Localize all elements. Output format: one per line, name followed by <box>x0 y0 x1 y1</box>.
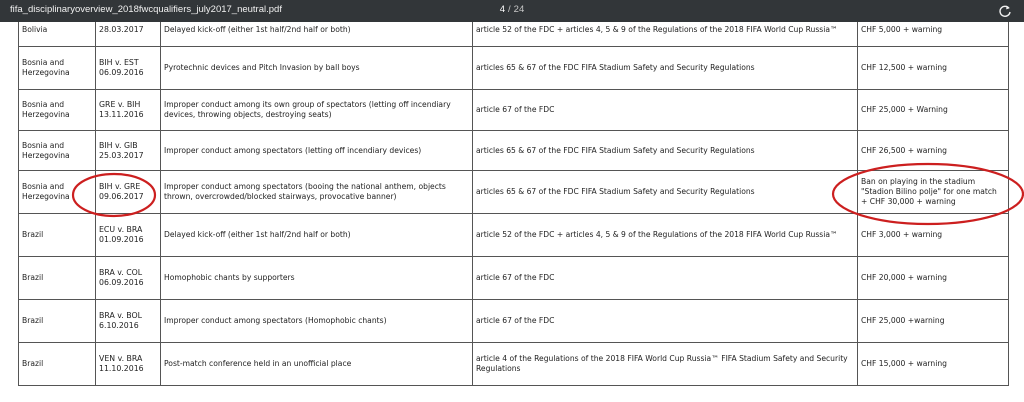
match-cell: BIH v. GRE 09.06.2017 <box>96 171 161 214</box>
pdf-toolbar <box>0 0 1024 22</box>
team-cell: Bosnia and Herzegovina <box>19 90 96 131</box>
team-cell: Brazil <box>19 214 96 257</box>
offence-cell: Post-match conference held in an unofficial place <box>161 343 473 386</box>
sanction-cell: CHF 3,000 + warning <box>858 214 1009 257</box>
match-cell: BIH v. EST 06.09.2016 <box>96 47 161 90</box>
table-row <box>19 214 1009 257</box>
team-cell: Bosnia and Herzegovina <box>19 171 96 214</box>
team-cell: Bolivia <box>19 13 96 47</box>
page-separator: / <box>508 4 511 15</box>
table-row <box>19 300 1009 343</box>
regulations-cell: article 67 of the FDC <box>473 257 858 300</box>
offence-cell: Improper conduct among spectators (booing the national anthem, objects thrown, overcrowded/blocked stairways, provocative banner) <box>161 171 473 214</box>
document-title: fifa_disciplinaryoverview_2018fwcqualifiers_july2017_neutral.pdf <box>10 4 282 15</box>
offence-cell: Improper conduct among spectators (Homophobic chants) <box>161 300 473 343</box>
regulations-cell: article 52 of the FDC + articles 4, 5 & 9 of the Regulations of the 2018 FIFA World Cup Russia™ <box>473 13 858 47</box>
page-indicator <box>0 4 1024 15</box>
team-cell: Brazil <box>19 300 96 343</box>
regulations-cell: article 67 of the FDC <box>473 300 858 343</box>
table-row <box>19 90 1009 131</box>
sanction-cell: CHF 25,000 + Warning <box>858 90 1009 131</box>
match-cell: BIH v. GIB 25.03.2017 <box>96 131 161 171</box>
team-cell: Brazil <box>19 257 96 300</box>
offence-cell: Delayed kick-off (either 1st half/2nd half or both) <box>161 13 473 47</box>
match-cell: 28.03.2017 <box>96 13 161 47</box>
match-cell: VEN v. BRA 11.10.2016 <box>96 343 161 386</box>
regulations-cell: articles 65 & 67 of the FDC FIFA Stadium Safety and Security Regulations <box>473 47 858 90</box>
offence-cell: Delayed kick-off (either 1st half/2nd half or both) <box>161 214 473 257</box>
disciplinary-table <box>18 12 1009 386</box>
match-cell: BRA v. BOL 6.10.2016 <box>96 300 161 343</box>
table-row <box>19 257 1009 300</box>
offence-cell: Pyrotechnic devices and Pitch Invasion by ball boys <box>161 47 473 90</box>
offence-cell: Improper conduct among spectators (letting off incendiary devices) <box>161 131 473 171</box>
offence-cell: Homophobic chants by supporters <box>161 257 473 300</box>
table-row <box>19 131 1009 171</box>
sanction-cell: CHF 12,500 + warning <box>858 47 1009 90</box>
table-row <box>19 47 1009 90</box>
regulations-cell: articles 65 & 67 of the FDC FIFA Stadium Safety and Security Regulations <box>473 131 858 171</box>
regulations-cell: articles 65 & 67 of the FDC FIFA Stadium Safety and Security Regulations <box>473 171 858 214</box>
sanction-cell: CHF 26,500 + warning <box>858 131 1009 171</box>
table-row <box>19 171 1009 214</box>
regulations-cell: article 67 of the FDC <box>473 90 858 131</box>
regulations-cell: article 4 of the Regulations of the 2018 FIFA World Cup Russia™ FIFA Stadium Safety and Security Regulations <box>473 343 858 386</box>
sanction-cell: CHF 5,000 + warning <box>858 13 1009 47</box>
total-pages: 24 <box>513 4 525 15</box>
sanction-cell: CHF 25,000 +warning <box>858 300 1009 343</box>
match-cell: GRE v. BIH 13.11.2016 <box>96 90 161 131</box>
reload-icon[interactable] <box>998 3 1012 17</box>
offence-cell: Improper conduct among its own group of spectators (letting off incendiary devices, throwing objects, destroying seats) <box>161 90 473 131</box>
match-cell: ECU v. BRA 01.09.2016 <box>96 214 161 257</box>
team-cell: Bosnia and Herzegovina <box>19 131 96 171</box>
regulations-cell: article 52 of the FDC + articles 4, 5 & 9 of the Regulations of the 2018 FIFA World Cup Russia™ <box>473 214 858 257</box>
team-cell: Brazil <box>19 343 96 386</box>
team-cell: Bosnia and Herzegovina <box>19 47 96 90</box>
table-row <box>19 343 1009 386</box>
sanction-cell: CHF 20,000 + warning <box>858 257 1009 300</box>
match-cell: BRA v. COL 06.09.2016 <box>96 257 161 300</box>
current-page[interactable]: 4 <box>499 4 506 15</box>
sanction-cell: Ban on playing in the stadium "Stadion Bilino polje" for one match + CHF 30,000 + warning <box>858 171 1009 214</box>
sanction-cell: CHF 15,000 + warning <box>858 343 1009 386</box>
